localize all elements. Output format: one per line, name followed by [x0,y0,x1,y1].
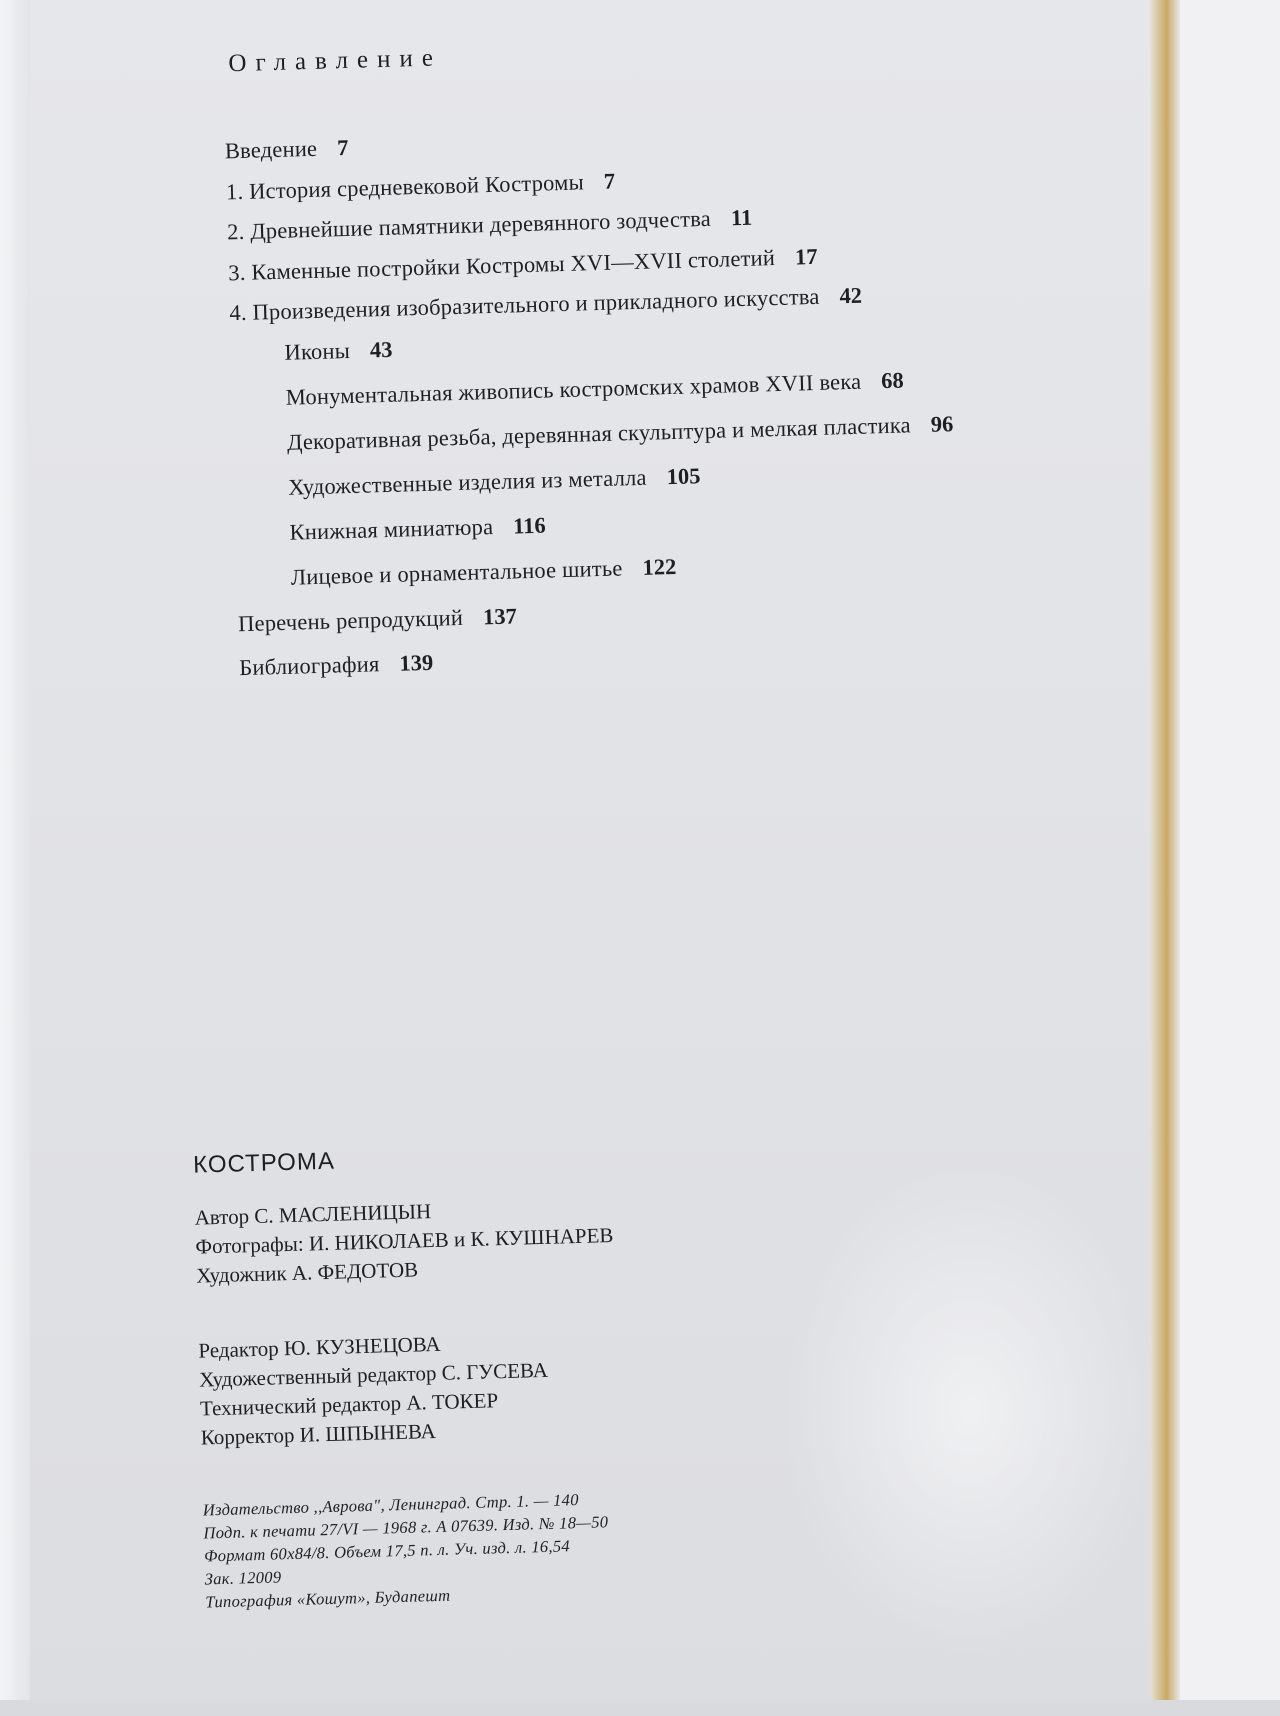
imprint-line: Формат 60x84/8. Объем 17,5 п. л. Уч. изд. л. 16,54 [203,1536,571,1566]
imprint-line: Подп. к печати 27/VI — 1968 г. А 07639. Изд. № 18—50 [203,1512,609,1543]
toc-heading: Оглавление [228,44,443,78]
editor-line: Корректор И. ШПЫНЕВА [200,1418,437,1450]
toc-entry-page: 7 [603,167,616,194]
toc-subentry-title: Лицевое и орнаментальное шитье [290,554,623,590]
toc-subentry-title: Книжная миниатюра [289,513,494,545]
toc-entry-title: 2. Древнейшие памятники деревянного зодчества [226,205,712,245]
toc-subentry-page: 122 [642,553,677,580]
toc-entry-title: Библиография [238,650,380,680]
toc-entry-title: Перечень репродукций [237,604,464,636]
toc-entry-page: 7 [336,134,349,161]
credit-line: Художник А. ФЕДОТОВ [195,1257,419,1288]
imprint-line: Зак. 12009 [204,1567,282,1589]
toc-subentry-title: Художественные изделия из металла [287,464,647,500]
toc-entry-title: Введение [224,135,318,164]
imprint-line: Издательство ,,Аврова", Ленинград. Стр. 1. — 140 [202,1490,580,1520]
credit-line: Автор С. МАСЛЕНИЦЫН [194,1199,432,1230]
toc-entry-title: 3. Каменные постройки Костромы XVI—XVII столетий [227,244,776,285]
toc-entry-title: 4. Произведения изобразительного и прикладного искусства [229,283,820,326]
toc-entry-title: 1. История средневековой Костромы [225,168,585,204]
credit-line: Фотографы: И. НИКОЛАЕВ и К. КУШНАРЕВ [195,1222,614,1259]
background-surface [1180,0,1280,1700]
toc-subentry-page: 105 [666,462,701,489]
toc-entry-page: 17 [794,243,818,269]
toc-subentry-page: 96 [930,410,954,437]
toc-subentry-title: Декоративная резьба, деревянная скульптура и мелкая пластика [286,411,912,455]
toc-entry-page: 139 [399,649,434,676]
imprint-line: Типография «Кошут», Будапешт [205,1585,451,1612]
toc-entry-page: 137 [482,602,518,629]
toc-subentry-page: 116 [512,512,547,538]
toc-entry-page: 42 [839,282,863,309]
toc-entry-page: 11 [730,204,753,231]
editor-line: Художественный редактор С. ГУСЕВА [198,1357,549,1392]
editor-line: Технический редактор А. ТОКЕР [199,1388,499,1421]
light-glare [780,1160,1160,1660]
table-of-contents [225,113,1140,698]
toc-subentry-title: Монументальная живопись костромских храмов XVII века [285,368,862,410]
toc-subentry-page: 43 [369,336,393,362]
toc-subentry-title: Иконы [284,337,351,365]
book-title: КОСТРОМА [192,1147,336,1179]
toc-subentry-page: 68 [880,367,905,393]
editor-line: Редактор Ю. КУЗНЕЦОВА [198,1331,441,1363]
